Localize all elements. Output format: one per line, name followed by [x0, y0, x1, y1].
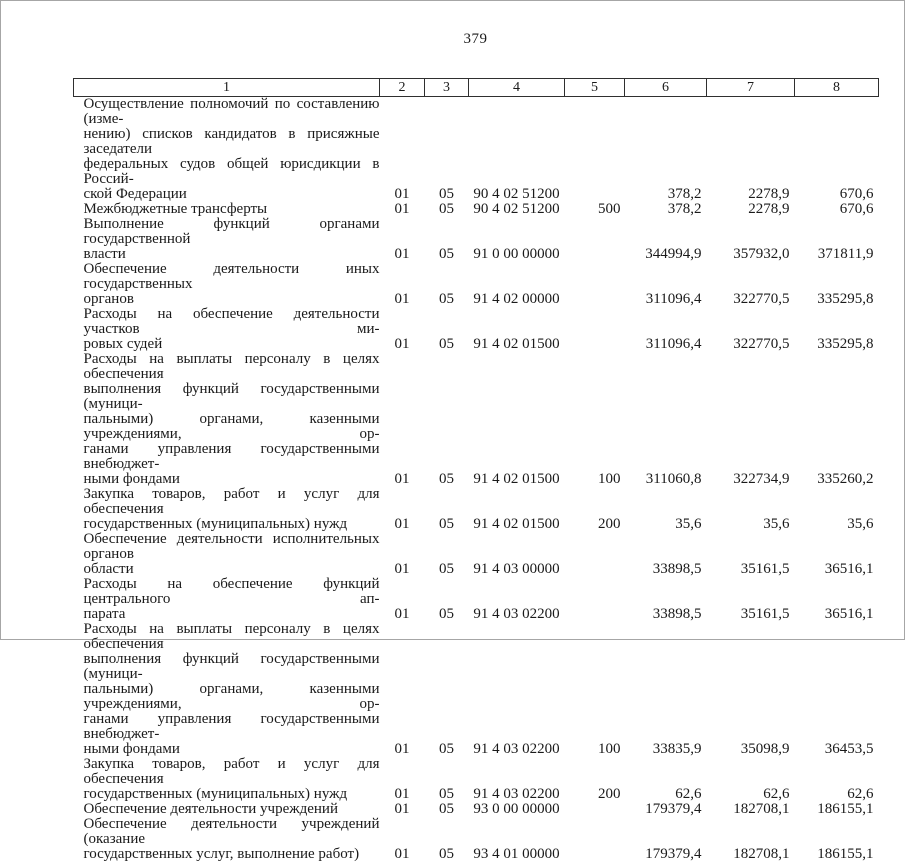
target-article-code: 91 0 00 00000	[469, 217, 565, 262]
podrazdel-code: 05	[425, 802, 469, 817]
amount-year-3: 335295,8	[795, 262, 879, 307]
header-col-4: 4	[469, 79, 565, 97]
amount-year-1: 378,2	[625, 202, 707, 217]
amount-year-2: 35098,9	[707, 622, 795, 757]
razdel-code: 01	[380, 757, 425, 802]
amount-year-1: 179379,4	[625, 802, 707, 817]
podrazdel-code: 05	[425, 217, 469, 262]
amount-year-3: 335295,8	[795, 307, 879, 352]
table-row	[74, 817, 879, 862]
expense-item-name: Обеспечение деятельности исполнительных органов области	[74, 532, 380, 577]
podrazdel-code: 05	[425, 757, 469, 802]
amount-year-1: 311096,4	[625, 262, 707, 307]
expense-item-name: Межбюджетные трансферты	[74, 202, 380, 217]
amount-year-3: 36516,1	[795, 577, 879, 622]
amount-year-2: 2278,9	[707, 202, 795, 217]
podrazdel-code: 05	[425, 622, 469, 757]
header-col-2: 2	[380, 79, 425, 97]
target-article-code: 90 4 02 51200	[469, 97, 565, 203]
table-header-row	[74, 79, 879, 97]
header-col-8: 8	[795, 79, 879, 97]
target-article-code: 93 4 01 00000	[469, 817, 565, 862]
header-col-5: 5	[565, 79, 625, 97]
target-article-code: 91 4 03 00000	[469, 532, 565, 577]
amount-year-2: 322734,9	[707, 352, 795, 487]
expense-type-code: 100	[565, 622, 625, 757]
amount-year-3: 186155,1	[795, 802, 879, 817]
podrazdel-code: 05	[425, 262, 469, 307]
razdel-code: 01	[380, 802, 425, 817]
amount-year-3: 670,6	[795, 97, 879, 203]
amount-year-3: 35,6	[795, 487, 879, 532]
target-article-code: 91 4 02 01500	[469, 487, 565, 532]
expense-type-code	[565, 262, 625, 307]
expense-type-code	[565, 307, 625, 352]
target-article-code: 91 4 02 00000	[469, 262, 565, 307]
amount-year-1: 33835,9	[625, 622, 707, 757]
amount-year-3: 36453,5	[795, 622, 879, 757]
amount-year-2: 182708,1	[707, 817, 795, 862]
target-article-code: 90 4 02 51200	[469, 202, 565, 217]
podrazdel-code: 05	[425, 202, 469, 217]
table-row	[74, 202, 879, 217]
amount-year-2: 2278,9	[707, 97, 795, 203]
amount-year-2: 62,6	[707, 757, 795, 802]
table-row	[74, 217, 879, 262]
table-row	[74, 307, 879, 352]
table-row	[74, 757, 879, 802]
table-row	[74, 622, 879, 757]
razdel-code: 01	[380, 487, 425, 532]
table-row	[74, 262, 879, 307]
header-col-6: 6	[625, 79, 707, 97]
header-col-7: 7	[707, 79, 795, 97]
amount-year-3: 186155,1	[795, 817, 879, 862]
budget-table	[73, 78, 879, 862]
table-row	[74, 352, 879, 487]
amount-year-1: 62,6	[625, 757, 707, 802]
amount-year-1: 344994,9	[625, 217, 707, 262]
table-body	[74, 97, 879, 862]
expense-type-code	[565, 217, 625, 262]
razdel-code: 01	[380, 817, 425, 862]
expense-type-code: 500	[565, 202, 625, 217]
podrazdel-code: 05	[425, 577, 469, 622]
expense-type-code	[565, 532, 625, 577]
amount-year-2: 35161,5	[707, 577, 795, 622]
amount-year-2: 357932,0	[707, 217, 795, 262]
amount-year-2: 322770,5	[707, 307, 795, 352]
expense-type-code: 200	[565, 757, 625, 802]
expense-item-name: Выполнение функций органами государственной власти	[74, 217, 380, 262]
expense-item-name: Расходы на обеспечение деятельности участков ми- ровых судей	[74, 307, 380, 352]
expense-item-name: Обеспечение деятельности иных государственных органов	[74, 262, 380, 307]
table-row	[74, 802, 879, 817]
target-article-code: 91 4 02 01500	[469, 352, 565, 487]
razdel-code: 01	[380, 577, 425, 622]
expense-item-name: Обеспечение деятельности учреждений (оказание государственных услуг, выполнение работ)	[74, 817, 380, 862]
expense-item-name: Закупка товаров, работ и услуг для обеспечения государственных (муниципальных) нужд	[74, 487, 380, 532]
amount-year-3: 36516,1	[795, 532, 879, 577]
expense-item-name: Расходы на выплаты персоналу в целях обеспечения выполнения функций государственными (муници- пальными) органами, казенными учреждениями, ор- ганами управления государственными внебюджет- ными фондами	[74, 352, 380, 487]
expense-type-code: 200	[565, 487, 625, 532]
amount-year-3: 62,6	[795, 757, 879, 802]
razdel-code: 01	[380, 352, 425, 487]
amount-year-2: 35,6	[707, 487, 795, 532]
amount-year-1: 33898,5	[625, 532, 707, 577]
razdel-code: 01	[380, 217, 425, 262]
expense-type-code	[565, 817, 625, 862]
podrazdel-code: 05	[425, 97, 469, 203]
podrazdel-code: 05	[425, 532, 469, 577]
amount-year-1: 35,6	[625, 487, 707, 532]
header-col-3: 3	[425, 79, 469, 97]
table-row	[74, 532, 879, 577]
amount-year-1: 311060,8	[625, 352, 707, 487]
podrazdel-code: 05	[425, 352, 469, 487]
expense-type-code	[565, 97, 625, 203]
razdel-code: 01	[380, 202, 425, 217]
razdel-code: 01	[380, 97, 425, 203]
podrazdel-code: 05	[425, 487, 469, 532]
expense-type-code	[565, 577, 625, 622]
page-number: 379	[73, 31, 878, 48]
podrazdel-code: 05	[425, 817, 469, 862]
razdel-code: 01	[380, 622, 425, 757]
expense-item-name: Закупка товаров, работ и услуг для обеспечения государственных (муниципальных) нужд	[74, 757, 380, 802]
razdel-code: 01	[380, 307, 425, 352]
amount-year-3: 371811,9	[795, 217, 879, 262]
amount-year-1: 378,2	[625, 97, 707, 203]
target-article-code: 91 4 02 01500	[469, 307, 565, 352]
target-article-code: 91 4 03 02200	[469, 577, 565, 622]
amount-year-2: 182708,1	[707, 802, 795, 817]
target-article-code: 91 4 03 02200	[469, 622, 565, 757]
expense-item-name: Расходы на обеспечение функций центрального ап- парата	[74, 577, 380, 622]
table-row	[74, 577, 879, 622]
razdel-code: 01	[380, 262, 425, 307]
amount-year-1: 33898,5	[625, 577, 707, 622]
target-article-code: 93 0 00 00000	[469, 802, 565, 817]
expense-item-name: Осуществление полномочий по составлению (изме- нению) списков кандидатов в присяжные заседатели федеральных судов общей юрисдикции в Россий- ской Федерации	[74, 97, 380, 203]
amount-year-1: 179379,4	[625, 817, 707, 862]
expense-item-name: Обеспечение деятельности учреждений	[74, 802, 380, 817]
amount-year-2: 35161,5	[707, 532, 795, 577]
target-article-code: 91 4 03 02200	[469, 757, 565, 802]
amount-year-3: 670,6	[795, 202, 879, 217]
amount-year-3: 335260,2	[795, 352, 879, 487]
table-row	[74, 97, 879, 203]
table-row	[74, 487, 879, 532]
podrazdel-code: 05	[425, 307, 469, 352]
expense-item-name: Расходы на выплаты персоналу в целях обеспечения выполнения функций государственными (муници- пальными) органами, казенными учреждениями, ор- ганами управления государственными внебюджет- ными фондами	[74, 622, 380, 757]
expense-type-code	[565, 802, 625, 817]
expense-type-code: 100	[565, 352, 625, 487]
razdel-code: 01	[380, 532, 425, 577]
header-col-1: 1	[74, 79, 380, 97]
amount-year-1: 311096,4	[625, 307, 707, 352]
amount-year-2: 322770,5	[707, 262, 795, 307]
